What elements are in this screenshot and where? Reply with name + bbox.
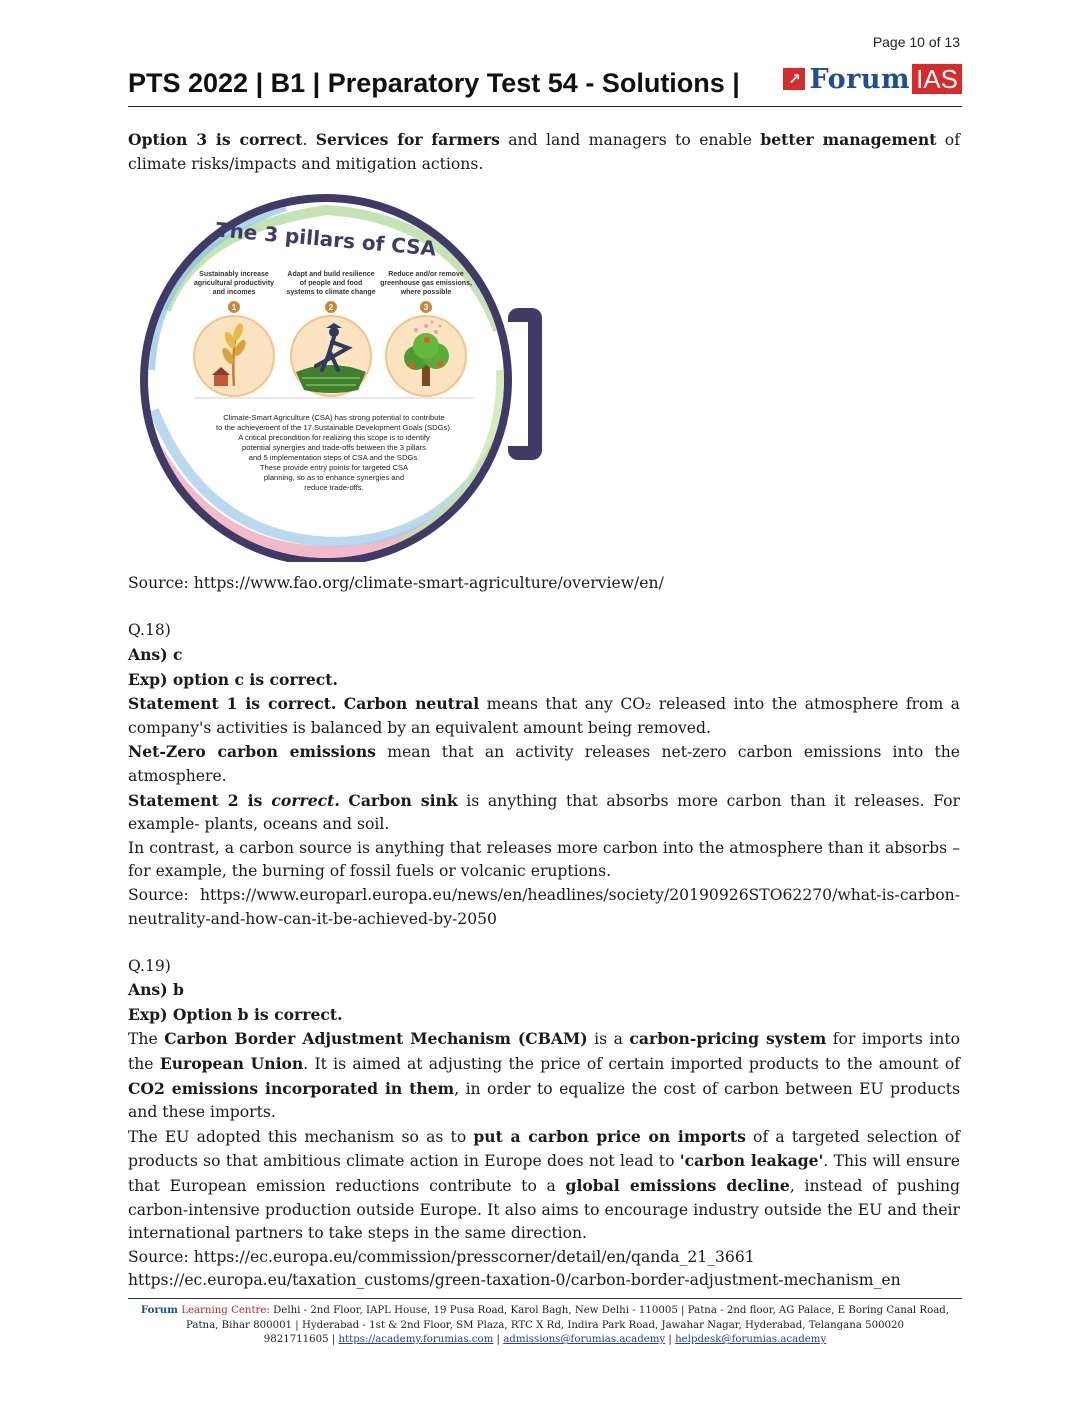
separator: | <box>665 1334 676 1346</box>
q18-explanation-head <box>128 668 960 693</box>
text: mean that an activity releases net-zero carbon emissions into the atmosphere. <box>128 743 960 785</box>
pillar-3-line-3: where possible <box>400 289 452 297</box>
pillar-3-line-1: Reduce and/or remove <box>388 271 464 279</box>
footer-line-3 <box>128 1333 962 1348</box>
arrow-up-right-icon: ↗ <box>783 68 805 90</box>
bold-text: Option 3 is correct <box>128 130 303 149</box>
figure-text-line-2: to the achievement of the 17 Sustainable Development Goals (SDGs). <box>216 423 452 433</box>
text: for imports into the <box>128 1030 960 1074</box>
bold-text: Ans) b <box>128 980 184 1000</box>
bold-text: carbon-pricing system <box>629 1029 827 1049</box>
text: The EU adopted this mechanism so as to <box>128 1127 474 1146</box>
bold-text: Carbon sink <box>348 790 458 810</box>
text: . This will ensure that European emission reductions contribute to a <box>128 1152 960 1196</box>
bold-text: Statement 2 is <box>128 790 272 810</box>
bold-text: Exp) option c is correct. <box>128 669 338 689</box>
italic-text: correct. <box>271 790 340 810</box>
figure-text-line-8: reduce trade-offs. <box>304 483 364 493</box>
footer-line-2: Patna, Bihar 800001 | Hyderabad - 1st & 2nd Floor, SM Plaza, RTC X Rd, Indira Park Road, Jawahar Nagar, Hyderabad, Telangana 500020 <box>185 1319 905 1331</box>
intro-paragraph <box>128 128 960 176</box>
page-number: Page 10 of 13 <box>872 34 960 50</box>
bold-text: Carbon Border Adjustment Mechanism (CBAM) <box>164 1029 588 1049</box>
logo-forum-text: Forum <box>809 63 911 95</box>
admissions-email-link[interactable]: admissions@forumias.academy <box>503 1334 666 1346</box>
text: means that any CO₂ released into the atmosphere from a company's activities is balanced by an equivalent amount being removed. <box>128 695 960 737</box>
page-content <box>128 128 960 1293</box>
q18-statement-2 <box>128 789 960 837</box>
footer-learning-centre: Learning Centre <box>177 1305 267 1316</box>
text: of a targeted selection of products so that ambitious climate action in Europe does not lead to <box>128 1127 960 1171</box>
pillar-2-number: 2 <box>328 303 334 313</box>
pillar-2-line-1: Adapt and build resilience <box>287 271 375 279</box>
pillar-1-line-2: agricultural productivity <box>193 280 275 288</box>
bold-text: Carbon neutral <box>343 694 480 714</box>
page-title: PTS 2022 | B1 | Preparatory Test 54 - Solutions | <box>128 68 740 98</box>
bold-text: put a carbon price on imports <box>473 1126 746 1146</box>
bold-text: 'carbon leakage' <box>679 1151 824 1171</box>
q18-number: Q.18) <box>128 621 171 640</box>
q19-source-2: https://ec.europa.eu/taxation_customs/green-taxation-0/carbon-border-adjustment-mechanism_en <box>128 1271 901 1290</box>
bold-text: Exp) Option b is correct. <box>128 1004 343 1024</box>
footer-line-1 <box>128 1303 962 1319</box>
bold-text: Net-Zero carbon emissions <box>128 742 376 762</box>
forumias-logo <box>783 64 962 94</box>
logo-ias-text: IAS <box>912 64 962 94</box>
page-header <box>128 62 962 107</box>
q18-contrast: In contrast, a carbon source is anything that releases more carbon into the atmosphere than it absorbs – for example, the burning of fossil fuels or volcanic eruptions. <box>128 838 960 881</box>
pillar-2-line-3: systems to climate change <box>286 289 376 297</box>
helpdesk-email-link[interactable]: helpdesk@forumias.academy <box>675 1334 827 1346</box>
footer-phone: 9821711605 | <box>263 1334 339 1346</box>
q18-source: Source: https://www.europarl.europa.eu/news/en/headlines/society/20190926STO62270/what-is-carbon-neutrality-and-how-can-it-be-achieved-by-2050 <box>128 885 960 928</box>
pillar-3-number: 3 <box>423 303 429 313</box>
pillar-2-line-2: of people and food <box>299 280 363 288</box>
pillar-1-number: 1 <box>231 303 237 313</box>
figure-text-line-7: planning, so as to enhance synergies and <box>263 473 405 483</box>
pillar-1-line-3: and incomes <box>212 289 256 297</box>
bold-text: Statement 1 is correct. <box>128 694 337 714</box>
academy-link[interactable]: https://academy.forumias.com <box>338 1334 494 1346</box>
bold-text: better management <box>760 130 937 149</box>
footer-forum: Forum <box>140 1304 178 1316</box>
q19-number: Q.19) <box>128 956 171 975</box>
source-fao: Source: https://www.fao.org/climate-smart-agriculture/overview/en/ <box>128 574 664 593</box>
figure-text-line-1: Climate-Smart Agriculture (CSA) has strong potential to contribute <box>223 413 445 423</box>
figure-text-line-4: potential synergies and trade-offs between the 3 pillars <box>242 443 426 453</box>
bold-text: global emissions decline <box>565 1176 790 1196</box>
q18-net-zero <box>128 740 960 788</box>
text: and land managers to enable <box>499 131 761 149</box>
figure-text-line-3: A critical precondition for realizing this scope is to identify <box>238 433 430 443</box>
bold-text: Ans) c <box>128 644 183 664</box>
csa-pillars-figure <box>136 190 576 562</box>
pillar-1-line-1: Sustainably increase <box>199 271 269 279</box>
q18-answer <box>128 643 960 668</box>
bold-text: European Union <box>159 1054 304 1074</box>
text: . It is aimed at adjusting the price of certain imported products to the amount of <box>303 1055 960 1074</box>
figure-text-line-5: and 5 implementation steps of CSA and the SDGs. <box>248 453 420 463</box>
q19-answer <box>128 978 960 1003</box>
q19-source: Source: https://ec.europa.eu/commission/presscorner/detail/en/qanda_21_3661 <box>128 1247 755 1266</box>
figure-text-line-6: These provide entry points for targeted CSA <box>259 463 409 473</box>
bold-text: Services for farmers <box>315 130 500 149</box>
figure-title: The 3 pillars of CSA <box>215 217 438 261</box>
text: of climate risks/impacts and mitigation actions. <box>128 131 960 173</box>
text: The <box>128 1030 165 1049</box>
page-footer <box>128 1298 962 1348</box>
text: , in order to equalize the cost of carbon between EU products and these imports. <box>128 1079 960 1122</box>
bold-text: CO2 emissions incorporated in them <box>128 1078 455 1098</box>
separator: | <box>493 1334 504 1346</box>
pillar-2 <box>286 271 375 396</box>
q19-explanation-head <box>128 1003 960 1028</box>
text: is a <box>587 1030 630 1049</box>
q19-paragraph-2 <box>128 1125 960 1246</box>
text: . <box>302 131 316 149</box>
pillar-3-line-2: greenhouse gas emissions, <box>380 280 472 288</box>
footer-address-1: : Delhi - 2nd Floor, IAPL House, 19 Pusa Road, Karol Bagh, New Delhi - 110005 | Patna - 2nd floor, AG Palace, E Boring Canal Road, <box>266 1305 950 1316</box>
text: is anything that absorbs more carbon than it releases. For example- plants, oceans and soil. <box>128 791 960 834</box>
q18-statement-1 <box>128 692 960 740</box>
q19-paragraph-1 <box>128 1027 960 1124</box>
text: , instead of pushing carbon-intensive production outside Europe. It also aims to encourage industry outside the EU and their international partners to take steps in the same direction. <box>128 1177 960 1243</box>
